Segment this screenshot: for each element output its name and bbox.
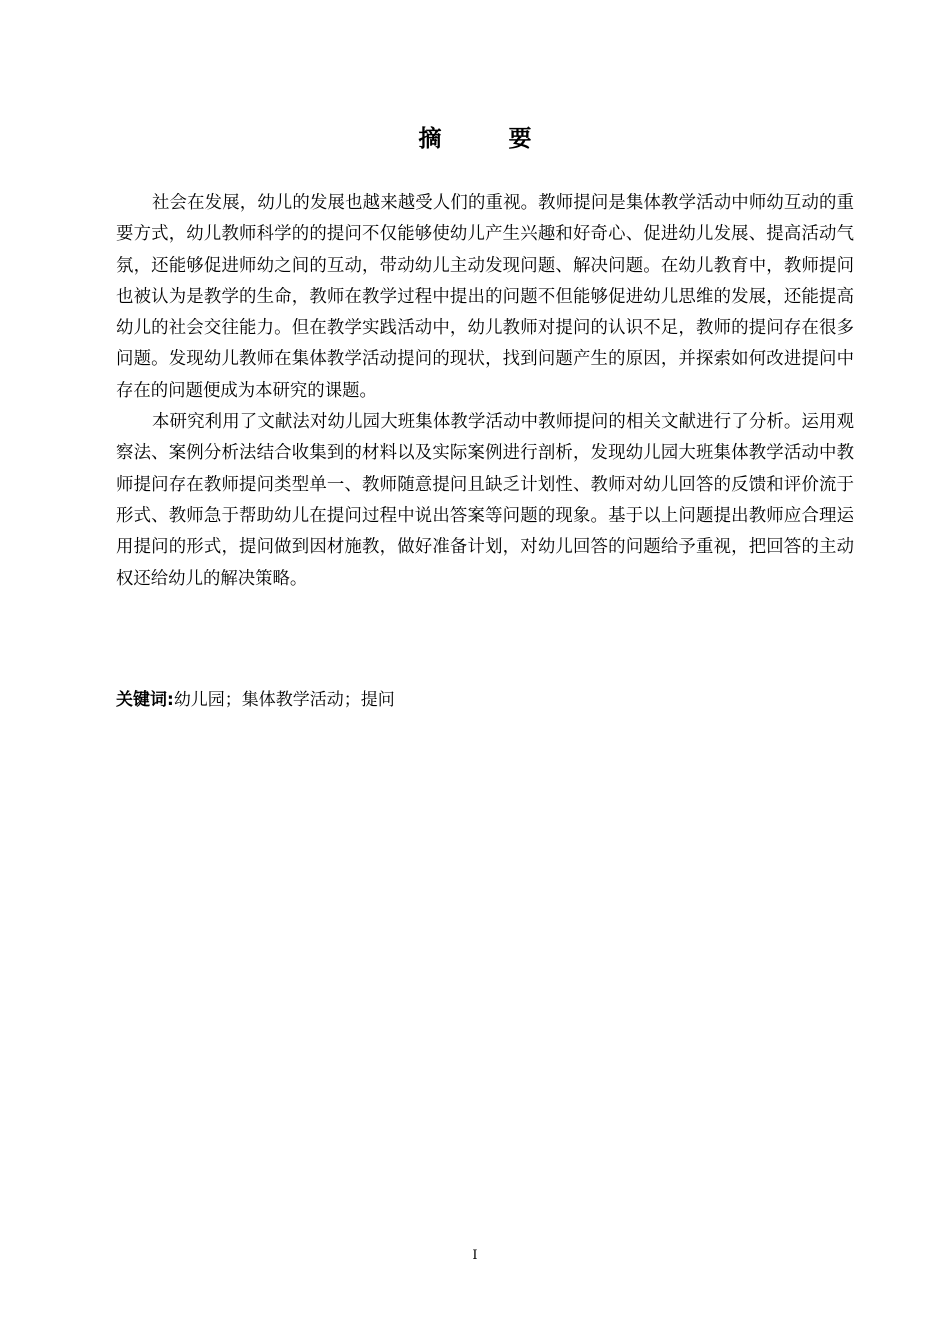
keywords-value: 幼儿园；集体教学活动；提问 <box>173 690 395 710</box>
keywords-label: 关键词: <box>116 690 174 710</box>
abstract-title: 摘 要 <box>418 126 554 152</box>
abstract-body <box>116 188 854 595</box>
abstract-paragraph-2: 本研究利用了文献法对幼儿园大班集体教学活动中教师提问的相关文献进行了分析。运用观察法、案例分析法结合收集到的材料以及实际案例进行剖析，发现幼儿园大班集体教学活动中教师提问存在教师提问类型单一、教师随意提问且缺乏计划性、教师对幼儿回答的反馈和评价流于形式、教师急于帮助幼儿在提问过程中说出答案等问题的现象。基于以上问题提出教师应合理运用提问的形式，提问做到因材施教，做好准备计划，对幼儿回答的问题给予重视，把回答的主动权还给幼儿的解决策略。 <box>116 412 854 589</box>
page-number: I <box>472 1248 478 1263</box>
keywords-line <box>116 685 854 715</box>
abstract-paragraph-1: 社会在发展，幼儿的发展也越来越受人们的重视。教师提问是集体教学活动中师幼互动的重要方式，幼儿教师科学的的提问不仅能够使幼儿产生兴趣和好奇心、促进幼儿发展、提高活动气氛，还能够促进师幼之间的互动，带动幼儿主动发现问题、解决问题。在幼儿教育中，教师提问也被认为是教学的生命，教师在教学过程中提出的问题不但能够促进幼儿思维的发展，还能提高幼儿的社会交往能力。但在教学实践活动中，幼儿教师对提问的认识不足，教师的提问存在很多问题。发现幼儿教师在集体教学活动提问的现状，找到问题产生的原因，并探索如何改进提问中存在的问题便成为本研究的课题。 <box>116 193 854 401</box>
